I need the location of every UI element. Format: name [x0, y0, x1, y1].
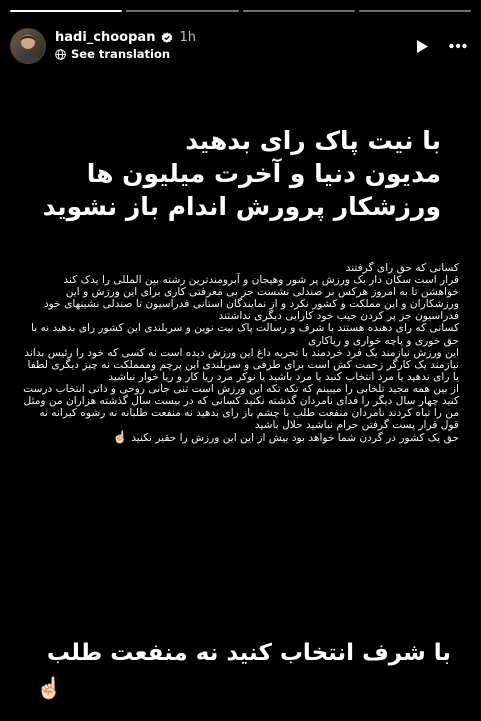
- story-heading: [40, 124, 441, 223]
- body-paragraph-2: قرار است سکان دار یک ورزش پر شور وهیجان و آبرومندترین رشته بین المللی را یدک کند: [63, 274, 459, 287]
- body-paragraph-1: کسانی که حق رای گرفتند: [345, 262, 459, 274]
- heading-line-3: ورزشکار پرورش اندام باز نشوید: [42, 192, 441, 221]
- heading-line-2: مدیون دنیا و آخرت میلیون ها: [86, 159, 441, 188]
- body-paragraph-5: این ورزش نیازمند یک فرد خردمند با تجربه داغ این ورزش دیده است نه کسی که خود را رئیس بداند نیازمند یک کارگر زحمت کش است برای طرفی و سربلندی این پرچم وممملکت نه چیز دیگری لطفا یا رای ندهید یا مرد انتخاب کنید یا مرد باشید یا نوکر مرد ریا کار و ریا خوار نباشید: [24, 346, 459, 383]
- body-paragraph-6: از بین همه مجید تلخابی را میبینم که تکه تکه این ورزش است تنی جانی روحی و ذاتی انتخاب درست کنید چهار سال دیگر را فدای نامردان گذشته نکنید کسانی که در بیست سال گذشته هزاران من ومثل من را تباه کردند نامردان منفعت طلب با چشم باز رای بدهید نه منفعت طلبانه نه رشوه کیرانه نه قول قرار پست گرفتن حرام نباشید حلال باشید: [23, 382, 459, 432]
- pointing-hand-emoji: ☝🏻: [36, 676, 63, 700]
- story-footer-line: با شرف انتخاب کنید نه منفعت طلب: [46, 640, 451, 666]
- username[interactable]: hadi_choopan: [55, 30, 156, 45]
- body-paragraph-7-text: حق یک کشور در گردن شما خواهد بود بیش از این این ورزش را حقیر نکنید: [131, 432, 459, 445]
- post-time: 1h: [179, 30, 196, 45]
- heading-line-1: با نیت پاک رای بدهید: [185, 126, 441, 155]
- story-body: [18, 262, 459, 444]
- body-paragraph-3: خواهشن تا به امروز هرکس بر صندلی نشست جز بی معرفتی کاری برای این ورزش و این ورزشکاران و این مملکت و کشور نکرد و از نمایندگان استانی فدراسیون تا صندلی نشینهای خود فدراسیون جز پر کردن جیب خود کارایی دیگری نداشتند: [43, 286, 459, 323]
- body-paragraph-7: [18, 431, 459, 444]
- pointing-hand-emoji-inline: ☝🏻: [112, 430, 128, 445]
- body-paragraph-4: کسانی که رای دهنده هستند با شرف و رسالت پاک نیت نوین و سربلندی این کشور رای بدهید نه با حق خوری و پاچه خواری و ریاکاری: [30, 322, 459, 347]
- see-translation-label: See translation: [71, 47, 171, 61]
